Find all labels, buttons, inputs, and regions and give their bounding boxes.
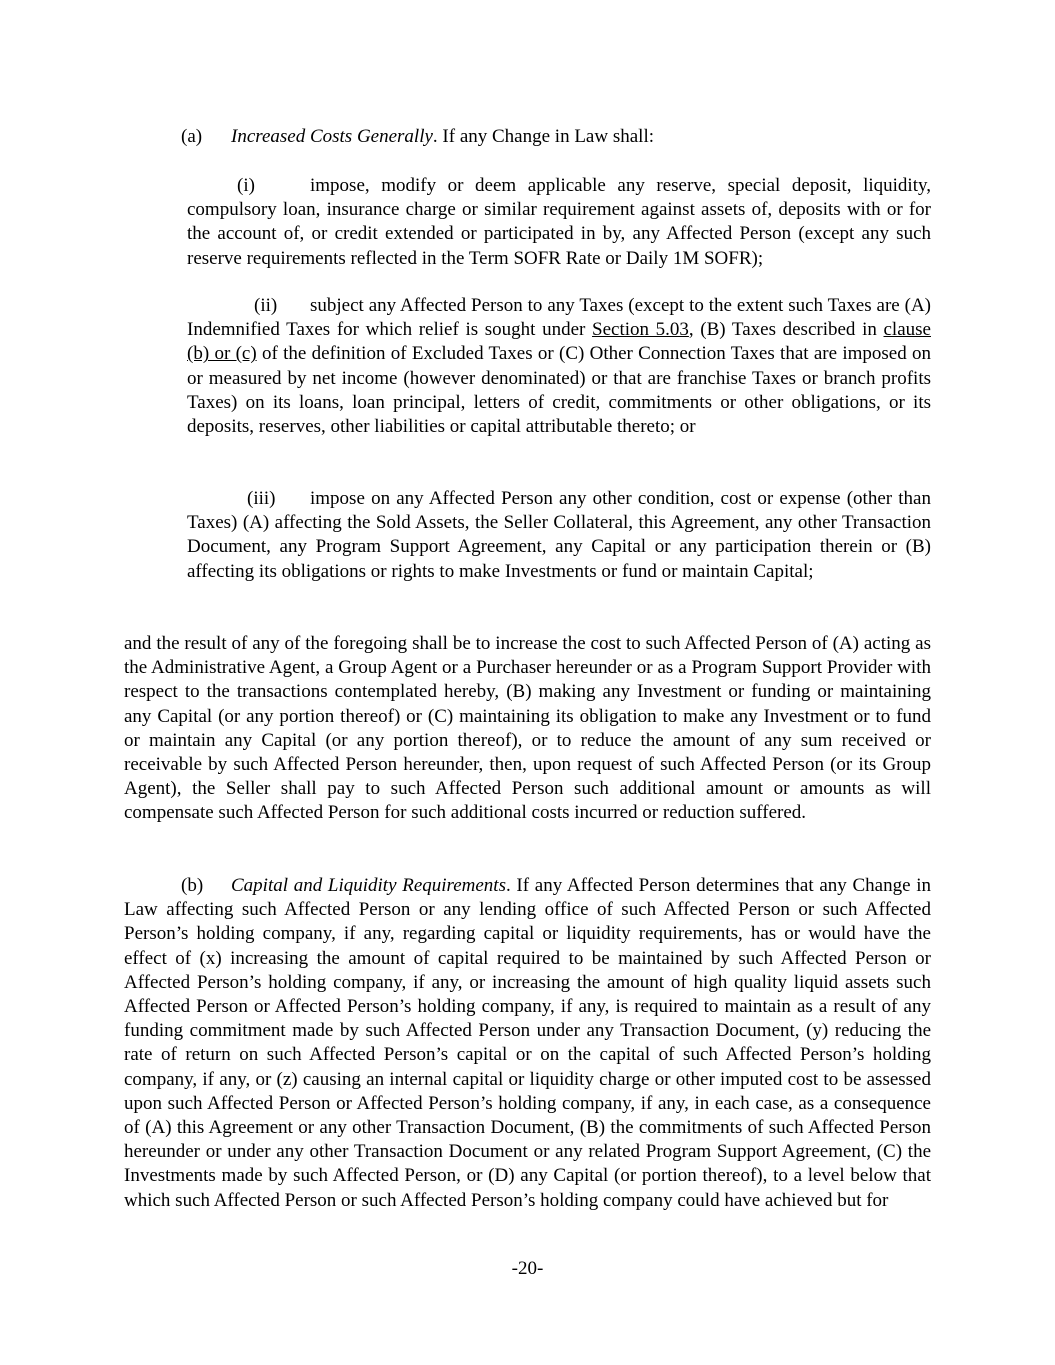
paragraph-iii: [187, 487, 931, 584]
paragraph-b: [124, 874, 931, 1213]
paragraph-a-label: (a): [181, 126, 203, 147]
paragraph-result-text: and the result of any of the foregoing shall be to increase the cost to such Affected Person of (A) acting as the Administrative Agent, a Group Agent or a Purchaser hereunder or as a Program Support Provider with respect to the transactions contemplated hereby, (B) making any Investment or funding or maintaining any Capital (or any portion thereof) or (C) maintaining its obligation to make any Investment or to fund or maintain any Capital (or any portion thereof), or to reduce the amount of any sum received or receivable by such Affected Person hereunder, then, upon request of such Affected Person (or its Group Agent), the Seller shall pay to such Affected Person such additional amount or amounts as will compensate such Affected Person for such additional costs incurred or reduction suffered.: [124, 633, 931, 824]
paragraph-i-label: (i): [237, 175, 255, 196]
paragraph-ii-label: (ii): [254, 295, 278, 316]
paragraph-i: [187, 174, 931, 271]
clause-reference-link: clause (b) or (c): [187, 319, 931, 365]
section-reference-link: Section 5.03: [592, 319, 689, 341]
paragraph-ii-text-3: of the definition of Excluded Taxes or (C) Other Connection Taxes that are imposed on or measured by net income (however denominated) or that are franchise Taxes or branch profits Taxes) on its loans, loan principal, letters of credit, commitments or other obligations, or its deposits, reserves, other liabilities or capital attributable thereto; or: [187, 343, 931, 438]
paragraph-a-text: . If any Change in Law shall:: [432, 126, 655, 147]
page-number: -20-: [511, 1258, 544, 1279]
paragraph-a-heading: Increased Costs Generally: [231, 126, 433, 147]
paragraph-b-text: . If any Affected Person determines that any Change in Law affecting such Affected Person or any lending office of such Affected Person or such Affected Person’s holding company, if any, regarding capital or liquidity requirements, has or would have the effect of (x) increasing the amount of capital required to be maintained by such Affected Person or Affected Person’s holding company, if any, or increasing the amount of high quality liquid assets such Affected Person or Affected Person’s holding company, if any, is required to maintain as a result of any funding commitment made by such Affected Person under any Transaction Document, (y) reducing the rate of return on such Affected Person’s capital or on the capital of such Affected Person’s holding company, if any, or (z) causing an internal capital or liquidity charge or other imputed cost to be assessed upon such Affected Person or Affected Person’s holding company, if any, in each case, as a consequence of (A) this Agreement or any other Transaction Document, (B) the commitments of such Affected Person hereunder or under any other Transaction Document or any related Program Support Agreement, (C) the Investments made by such Affected Person, or (D) any Capital (or portion thereof), to a level below that which such Affected Person or such Affected Person’s holding company could have achieved but for: [124, 875, 931, 1211]
paragraph-result: [124, 632, 931, 826]
paragraph-ii-text-2: , (B) Taxes described in: [688, 319, 884, 341]
paragraph-iii-text: impose on any Affected Person any other condition, cost or expense (other than Taxes) (A) affecting the Sold Assets, the Seller Collateral, this Agreement, any other Transaction Document, any Program Support Agreement, any Capital or any participation therein or (B) affecting its obligations or rights to make Investments or fund or maintain Capital;: [187, 488, 931, 582]
paragraph-b-heading: Capital and Liquidity Requirements: [231, 875, 506, 896]
paragraph-ii-text-1: subject any Affected Person to any Taxes (except to the extent such Taxes are (A) Indemnified Taxes for which relief is sought under: [187, 295, 931, 341]
paragraph-b-label: (b): [181, 875, 204, 896]
paragraph-iii-label: (iii): [247, 488, 276, 509]
paragraph-a: [181, 125, 931, 149]
paragraph-i-text: impose, modify or deem applicable any reserve, special deposit, liquidity, compulsory loan, insurance charge or similar requirement against assets of, deposits with or for the account of, or credit extended or participated in by, any Affected Person (except any such reserve requirements reflected in the Term SOFR Rate or Daily 1M SOFR);: [187, 175, 931, 269]
paragraph-ii: [187, 294, 931, 439]
